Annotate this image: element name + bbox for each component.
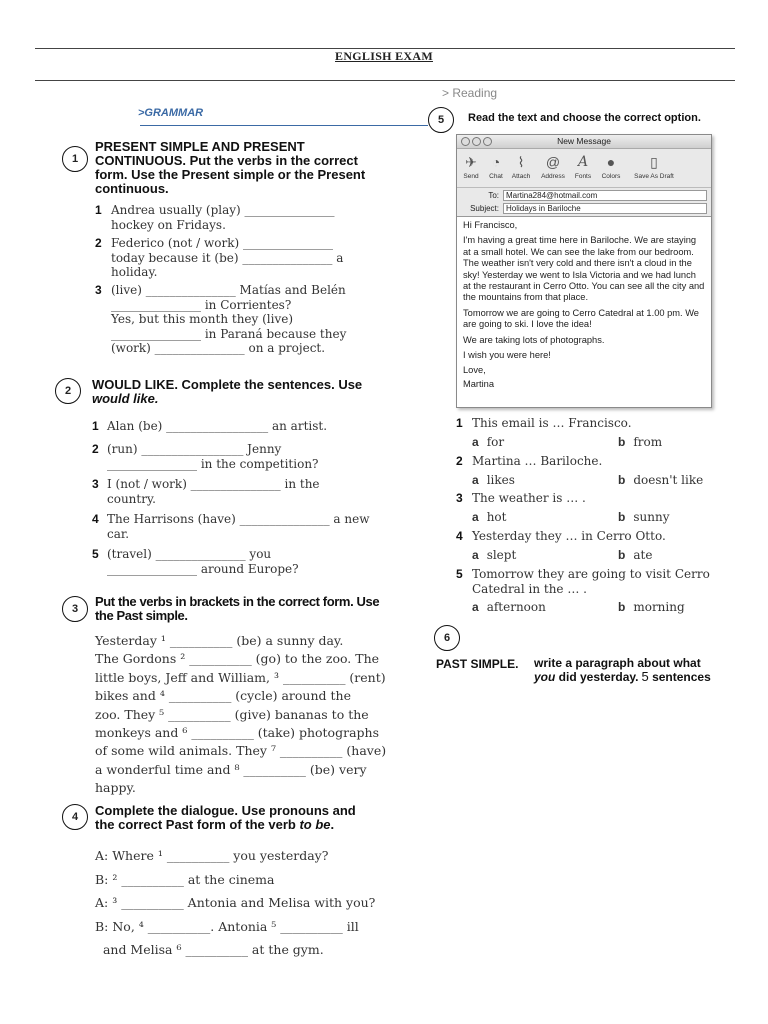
question-3-option-a[interactable]: a hot — [472, 510, 507, 524]
question-2-option-a[interactable]: a likes — [472, 473, 515, 487]
question-1-option-a[interactable]: a for — [472, 435, 505, 449]
email-window — [456, 134, 712, 408]
question-4: Yesterday they … in Cerro Otto. — [472, 529, 666, 543]
question-3: The weather is … . — [472, 491, 586, 505]
exercise-4-dialogue[interactable]: A: Where ¹ __________ you yesterday? B: ² __________ at the cinema A: ³ __________ Antonia and Melisa with you? B: No, ⁴ __________. Antonia ⁵ __________ ill and Melisa ⁶ __________ at the gym. — [95, 848, 376, 957]
question-2-option-b[interactable]: b doesn't like — [618, 473, 704, 487]
question-3-option-b[interactable]: b sunny — [618, 510, 670, 524]
attach-button[interactable]: ⌇ Attach — [507, 152, 535, 180]
chat-button[interactable]: ◔ Chat — [482, 152, 510, 180]
ex2-item-number: 2 — [92, 442, 99, 456]
question-number: 5 — [456, 567, 463, 581]
email-window-title: New Message — [557, 136, 611, 146]
ex2-item-number: 3 — [92, 477, 99, 491]
colors-button[interactable]: ● Colors — [597, 152, 625, 180]
email-body: Hi Francisco, I'm having a great time here in Bariloche. We are staying at a small hotel. We can see the lake from our bedroom. The weather isn't very cold and there isn't a cloud in the sky! Yesterday we went to Isla Victoria and we had lunch at the restaurant in Cerro Otto. You can see all the city and the mountains from that place. Tomorrow we are going to Cerro Catedral at 1.00 pm. We are going to ski. I love the idea! We are taking lots of photographs. I wish you were here! Love, Martina — [463, 220, 705, 389]
address-icon: @ — [545, 154, 561, 170]
question-1-option-b[interactable]: b from — [618, 435, 663, 449]
draft-icon: ▯ — [650, 154, 658, 170]
ex1-item-2[interactable]: Federico (not / work) _______________ today because it (be) _______________ a holiday. — [111, 236, 344, 279]
ex2-item-1[interactable]: Alan (be) _________________ an artist. — [107, 419, 328, 433]
grammar-section-label: >GRAMMAR — [138, 107, 204, 119]
header-rule — [35, 80, 735, 81]
subject-field[interactable]: Holidays in Bariloche — [503, 203, 707, 214]
question-number: 2 — [456, 454, 463, 468]
email-header-fields — [457, 188, 711, 217]
ex1-item-number: 1 — [95, 203, 102, 217]
send-button[interactable]: ✈ Send — [457, 152, 485, 180]
question-number: 4 — [456, 529, 463, 543]
exercise-4-heading: Complete the dialogue. Use pronouns and the correct Past form of the verb to be. — [95, 803, 356, 832]
paperclip-icon: ⌇ — [517, 154, 525, 170]
grammar-underline — [140, 125, 428, 126]
ex2-item-number: 4 — [92, 512, 99, 526]
exercise-2-heading: WOULD LIKE. Complete the sentences. Use would like. — [92, 377, 363, 406]
question-number: 1 — [456, 416, 463, 430]
exercise-1-heading: PRESENT SIMPLE AND PRESENT CONTINUOUS. Put the verbs in the correct form. Use the Present simple or the Present continuous. — [95, 139, 366, 196]
question-1: This email is … Francisco. — [472, 416, 632, 430]
reading-section-label: > Reading — [442, 86, 498, 100]
exercise-6-number: 6 — [434, 625, 460, 651]
send-icon: ✈ — [465, 154, 477, 170]
ex1-item-1[interactable]: Andrea usually (play) _______________ hockey on Fridays. — [111, 203, 335, 232]
question-number: 3 — [456, 491, 463, 505]
ex1-item-number: 3 — [95, 283, 102, 297]
exercise-3-number: 3 — [62, 596, 88, 622]
ex2-item-4[interactable]: The Harrisons (have) _______________ a new car. — [107, 512, 370, 541]
exercise-6-label: PAST SIMPLE. — [436, 657, 519, 671]
email-titlebar — [457, 135, 711, 149]
to-label: To: — [488, 191, 499, 200]
ex1-item-number: 2 — [95, 236, 102, 250]
ex2-item-5[interactable]: (travel) _______________ you _______________ around Europe? — [107, 547, 299, 576]
ex2-item-number: 5 — [92, 547, 99, 561]
exercise-5-number: 5 — [428, 107, 454, 133]
save-as-draft-button[interactable]: ▯ Save As Draft — [629, 152, 679, 180]
exercise-3-heading: Put the verbs in brackets in the correct form. Use the Past simple. — [95, 594, 380, 623]
subject-label: Subject: — [470, 204, 499, 213]
ex2-item-2[interactable]: (run) _________________ Jenny _______________ in the competition? — [107, 442, 319, 471]
colors-icon: ● — [606, 154, 616, 170]
exercise-5-heading: Read the text and choose the correct option. — [468, 112, 701, 124]
question-2: Martina … Bariloche. — [472, 454, 603, 468]
fonts-icon: A — [577, 154, 589, 170]
exercise-2-number: 2 — [55, 378, 81, 404]
question-5-option-a[interactable]: a afternoon — [472, 600, 546, 614]
exercise-3-text[interactable]: Yesterday ¹ __________ (be) a sunny day. The Gordons ² __________ (go) to the zoo. The little boys, Jeff and William, ³ __________ (rent) bikes and ⁴ __________ (cycle) around the zoo. They ⁵ __________ (give) bananas to the monkeys and ⁶ __________ (take) photographs of some wild animals. They ⁷ __________ (have) a wonderful time and ⁸ __________ (be) very happy. — [95, 633, 387, 796]
exercise-4-number: 4 — [62, 804, 88, 830]
question-4-option-b[interactable]: b ate — [618, 548, 653, 562]
ex2-item-number: 1 — [92, 419, 99, 433]
address-button[interactable]: @ Address — [539, 152, 567, 180]
question-5: Tomorrow they are going to visit Cerro Catedral in the … . — [472, 567, 710, 596]
exercise-1-number: 1 — [62, 146, 88, 172]
ex1-item-3[interactable]: (live) _______________ Matías and Belén _______________ in Corrientes? Yes, but this month they (live) _______________ in Paraná because they (work) _______________ on a project. — [111, 283, 347, 355]
page-title: ENGLISH EXAM — [335, 49, 433, 63]
question-5-option-b[interactable]: b morning — [618, 600, 685, 614]
to-field[interactable]: Martina284@hotmail.com — [503, 190, 707, 201]
fonts-button[interactable]: A Fonts — [569, 152, 597, 180]
email-toolbar — [457, 149, 711, 188]
exercise-6-instruction: write a paragraph about what you did yesterday. 5 sentences — [534, 656, 711, 684]
ex2-item-3[interactable]: I (not / work) _______________ in the country. — [107, 477, 320, 506]
chat-icon: ◔ — [491, 154, 501, 170]
question-4-option-a[interactable]: a slept — [472, 548, 517, 562]
